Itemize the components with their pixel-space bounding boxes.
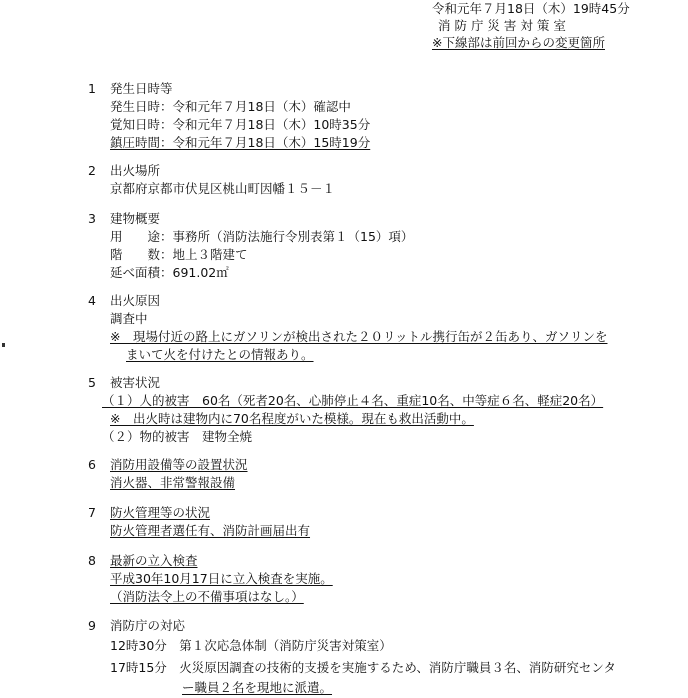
occurrence-datetime: 発生日時：令和元年７月18日（木）確認中: [110, 99, 351, 114]
response-entry-2: 17時15分 火災原因調査の技術的支援を実施するため、消防庁職員３名、消防研究センタ: [110, 660, 616, 675]
cause-status: 調査中: [110, 311, 148, 326]
human-damage: （１）人的被害 60名（死者20名、心肺停止４名、重症10名、中等症６名、軽症20名）: [102, 393, 604, 408]
section-number: 4: [88, 293, 96, 308]
section-title: 消防用設備等の設置状況: [110, 457, 248, 472]
building-floors: 階 数：地上３階建て: [110, 247, 248, 262]
inspection-date: 平成30年10月17日に立入検査を実施。: [110, 571, 333, 586]
section-title: 出火場所: [110, 163, 161, 178]
section-number: 5: [88, 375, 96, 390]
document-header: [432, 0, 682, 51]
rescue-note: ※ 出火時は建物内に70名程度がいた模様。現在も救出活動中。: [110, 411, 474, 426]
response-entry-2-continued: ー職員２名を現地に派遣。: [182, 680, 333, 695]
building-floor-area: 延べ面積：691.02㎡: [110, 265, 229, 280]
section-number: 6: [88, 457, 96, 472]
section-number: 9: [88, 618, 96, 633]
section-title: 発生日時等: [110, 81, 173, 96]
section-title: 出火原因: [110, 293, 161, 308]
margin-mark: [2, 343, 5, 347]
report-datetime: 覚知日時：令和元年７月18日（木）10時35分: [110, 117, 371, 132]
section-number: 7: [88, 505, 96, 520]
response-entry-1: 12時30分 第１次応急体制（消防庁災害対策室）: [110, 638, 392, 653]
section-title: 消防庁の対応: [110, 618, 186, 633]
management-status: 防火管理者選任有、消防計画届出有: [110, 523, 311, 538]
suppression-time: 鎮圧時間：令和元年７月18日（木）15時19分: [110, 135, 371, 150]
section-title: 被害状況: [110, 375, 161, 390]
building-use: 用 途：事務所（消防法施行令別表第１（15）項）: [110, 229, 414, 244]
section-number: 2: [88, 163, 96, 178]
section-number: 1: [88, 81, 96, 96]
section-number: 3: [88, 211, 96, 226]
cause-note: ※ 現場付近の路上にガソリンが検出された２０リットル携行缶が２缶あり、ガソリンを: [110, 329, 608, 344]
property-damage: （２）物的被害 建物全焼: [102, 429, 253, 444]
section-title: 防火管理等の状況: [110, 505, 211, 520]
fire-address: 京都府京都市伏見区桃山町因幡１５－１: [110, 181, 336, 196]
header-change-note: ※下線部は前回からの変更箇所: [432, 35, 605, 50]
cause-note-continued: まいて火を付けたとの情報あり。: [126, 347, 314, 362]
inspection-result: （消防法令上の不備事項はなし。）: [110, 589, 304, 604]
section-number: 8: [88, 553, 96, 568]
section-title: 建物概要: [110, 211, 161, 226]
header-office: 消 防 庁 災 害 対 策 室: [438, 18, 566, 33]
section-title: 最新の立入検査: [110, 553, 198, 568]
header-date: 令和元年７月18日（木）19時45分: [432, 1, 630, 16]
equipment-list: 消火器、非常警報設備: [110, 475, 236, 490]
